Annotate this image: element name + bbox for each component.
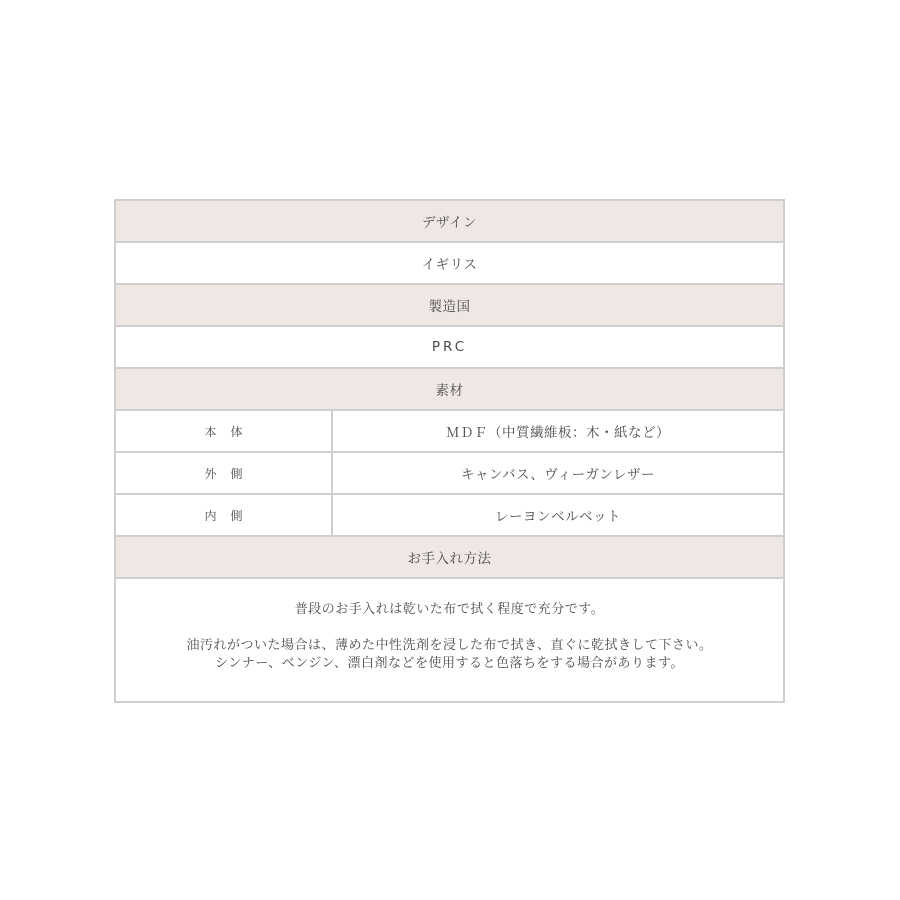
design-header: デザイン: [421, 215, 478, 231]
care-header-row: [116, 537, 783, 579]
material-value: ＭＤＦ（中質繊維板：木・紙など）: [446, 425, 670, 441]
origin-header: 製造国: [428, 299, 471, 315]
material-header: 素材: [435, 383, 464, 399]
origin-value: PRC: [431, 339, 468, 355]
care-line: シンナー、ベンジン、漂白剤などを使用すると色落ちをする場合があります。: [215, 656, 684, 671]
care-paragraph: [187, 637, 713, 673]
design-value-row: [116, 243, 783, 285]
material-value: レーヨンベルベット: [495, 509, 621, 525]
origin-header-row: [116, 285, 783, 327]
material-header-row: [116, 369, 783, 411]
material-label: 本体: [116, 411, 333, 451]
material-label: 外側: [116, 453, 333, 493]
care-header: お手入れ方法: [407, 551, 492, 567]
spec-table: [114, 199, 785, 703]
material-row-body: [116, 411, 783, 453]
material-label: 内側: [116, 495, 333, 535]
material-row-outer: [116, 453, 783, 495]
design-header-row: [116, 201, 783, 243]
care-line: 普段のお手入れは乾いた布で拭く程度で充分です。: [294, 602, 605, 617]
care-instructions: [116, 579, 783, 701]
care-line: 油汚れがついた場合は、薄めた中性洗剤を浸した布で拭き、直ぐに乾拭きして下さい。: [186, 638, 713, 653]
material-value: キャンバス、ヴィーガンレザー: [460, 467, 656, 483]
design-value: イギリス: [421, 257, 478, 273]
origin-value-row: [116, 327, 783, 369]
material-row-inner: [116, 495, 783, 537]
